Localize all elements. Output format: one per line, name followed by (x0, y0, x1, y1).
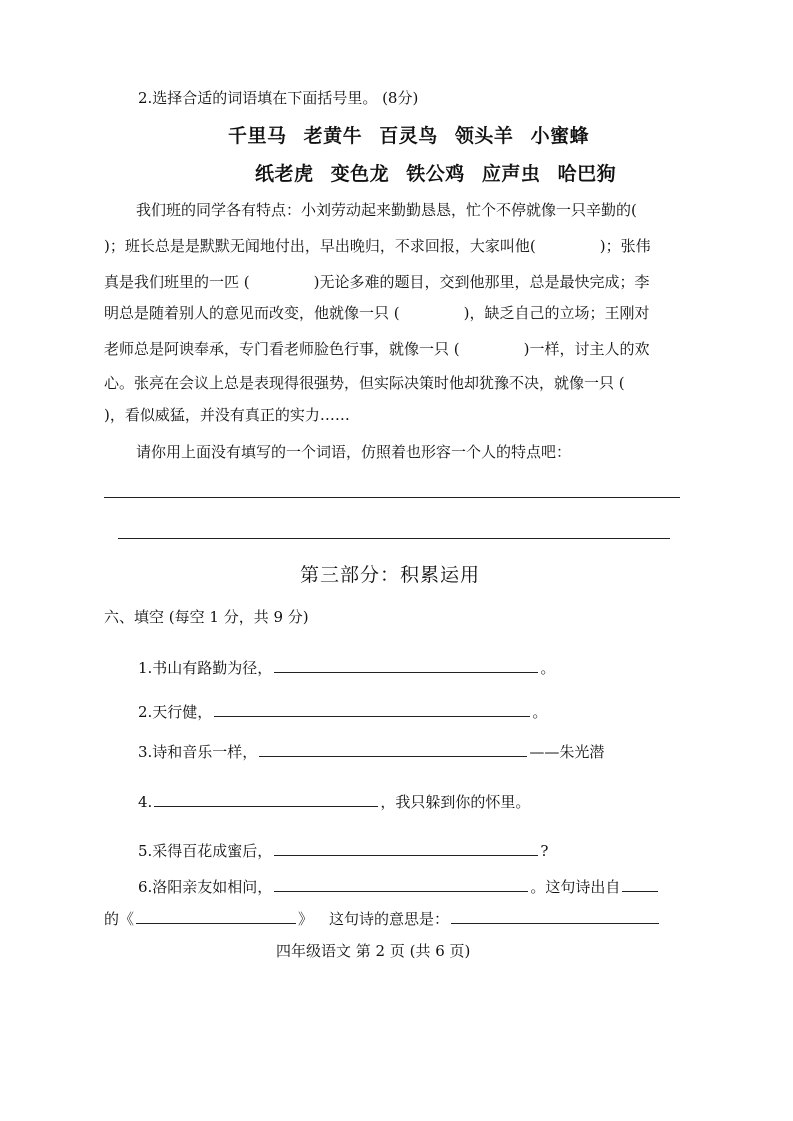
passage-text: )一样，讨主人的欢 (523, 340, 650, 358)
answer-blank[interactable] (136, 907, 296, 924)
answer-line[interactable] (104, 497, 680, 498)
item-text: 5.采得百花成蜜后， (138, 842, 273, 860)
passage-line: 我们班的同学各有特点：小刘劳动起来勤勤恳恳，忙个不停就像一只辛勤的( (136, 201, 637, 219)
question-2-title: 2.选择合适的词语填在下面括号里。 (8分) (138, 89, 419, 107)
answer-blank[interactable] (451, 907, 659, 924)
passage-line: )，看似威猛，并没有真正的实力…… (104, 406, 350, 424)
answer-line[interactable] (118, 538, 670, 539)
word-option: 小蜜蜂 (530, 125, 590, 147)
word-option: 纸老虎 (255, 163, 314, 185)
passage-text: )，缺乏自己的立场；王刚对 (463, 304, 650, 322)
item-text: 》 (298, 910, 314, 928)
passage-line: 心。张亮在会议上总是表现得很强势，但实际决策时他却犹豫不决，就像一只 ( (104, 374, 625, 392)
passage-text: )无论多难的题目，交到他那里，总是最快完成；李 (313, 273, 650, 291)
word-option: 铁公鸡 (406, 163, 465, 185)
passage-text: )；张伟 (599, 237, 651, 255)
page-footer: 四年级语文 第 2 页 (共 6 页) (276, 942, 471, 960)
fill-item-5 (138, 839, 548, 861)
fill-item-2 (138, 700, 547, 722)
fill-item-4 (138, 790, 530, 812)
section-title: 第三部分：积累运用 (300, 564, 481, 586)
item-text: 1.书山有路勤为径， (138, 659, 273, 677)
answer-blank[interactable] (214, 700, 530, 717)
item-text: 3.诗和音乐一样， (138, 743, 258, 761)
item-text: 。 (540, 659, 556, 677)
item-text: ，我只躲到你的怀里。 (380, 793, 531, 811)
item-text: ——朱光潜 (529, 743, 605, 761)
word-option: 应声虫 (481, 163, 541, 185)
word-option: 变色龙 (330, 163, 390, 185)
word-bank-row-2 (255, 159, 616, 186)
fill-item-6 (138, 875, 660, 897)
item-text: 的《 (104, 910, 135, 928)
passage-prompt: 请你用上面没有填写的一个词语，仿照着也形容一个人的特点吧： (136, 443, 572, 461)
fill-item-6-continued (104, 907, 661, 929)
passage-line (104, 271, 686, 292)
word-option: 百灵鸟 (379, 125, 438, 147)
passage-line (104, 338, 686, 359)
passage-text: 老师总是阿谀奉承，专门看老师脸色行事，就像一只 ( (104, 340, 460, 358)
item-text: 6.洛阳亲友如相问， (138, 878, 273, 896)
answer-blank[interactable] (154, 790, 378, 807)
answer-blank[interactable] (259, 740, 527, 757)
word-option: 领头羊 (454, 125, 514, 147)
word-option: 千里马 (228, 125, 287, 147)
answer-blank[interactable] (274, 656, 538, 673)
answer-blank[interactable] (274, 875, 528, 892)
item-text: ? (540, 842, 549, 860)
answer-blank[interactable] (622, 875, 658, 892)
passage-line (104, 235, 686, 256)
item-text: 这句诗的意思是： (329, 910, 450, 928)
passage-text: )；班长总是是默默无闻地付出，早出晚归，不求回报，大家叫他( (104, 237, 536, 255)
passage-text: 明总是随着别人的意见而改变，他就像一只 ( (104, 304, 400, 322)
item-text: 。这句诗出自 (530, 878, 621, 896)
passage-text: 真是我们班里的一匹 ( (104, 273, 250, 291)
word-option: 老黄牛 (303, 125, 363, 147)
answer-blank[interactable] (274, 839, 538, 856)
item-text: 。 (532, 703, 548, 721)
section-subheading: 六、填空 (每空 1 分，共 9 分) (104, 608, 309, 626)
fill-item-1 (138, 656, 555, 678)
passage-line (104, 302, 686, 323)
item-text: 2.天行健， (138, 703, 213, 721)
item-text: 4. (138, 793, 153, 811)
fill-item-3 (138, 740, 604, 762)
word-bank-row-1 (228, 121, 589, 148)
word-option: 哈巴狗 (557, 163, 617, 185)
